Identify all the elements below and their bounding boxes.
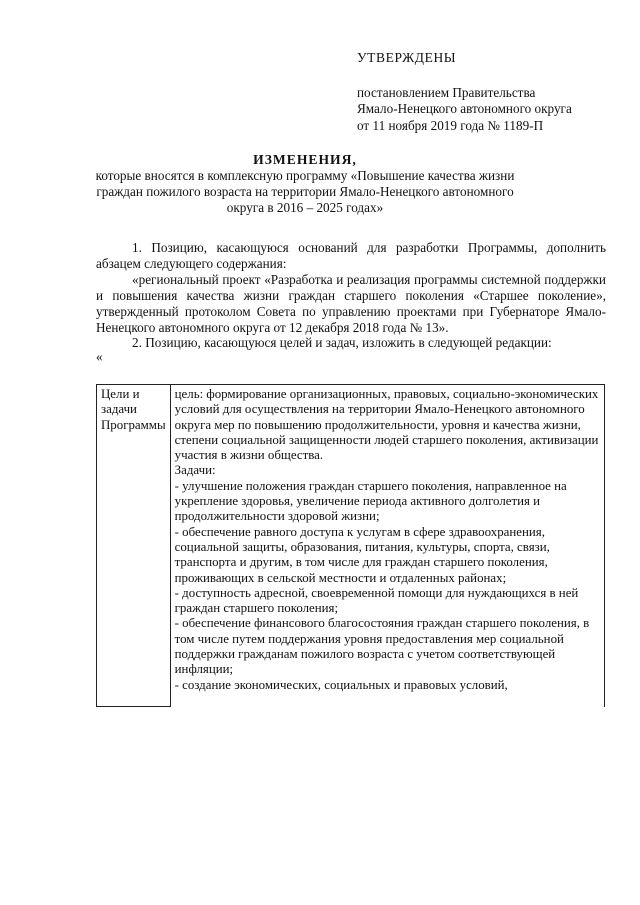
- goal-text: цель: формирование организационных, правовых, социально-экономических условий для осуществления на территории Ямало-Ненецкого автономного округа мер по повышению продолжительности, уровня и качества жизни, степени социальной защищенности людей старшего поколения, активизации участия в жизни общества.: [174, 387, 599, 463]
- heading-title: ИЗМЕНЕНИЯ,: [253, 152, 357, 167]
- paragraph-item-2: 2. Позицию, касающуюся целей и задач, изложить в следующей редакции:: [132, 335, 552, 351]
- heading-line: граждан пожилого возраста на территории Ямало-Ненецкого автономного: [96, 184, 514, 199]
- task-item: - обеспечение равного доступа к услугам в сфере здравоохранения, социальной защиты, образования, питания, культуры, спорта, связи, транспорта и другим, в том числе для граждан старшего поколения, проживающих в сельской местности и отдаленных районах;: [174, 524, 550, 585]
- table-row: [97, 385, 605, 707]
- approval-block: [357, 50, 607, 134]
- goals-table: [96, 384, 605, 707]
- tasks-label: Задачи:: [174, 463, 216, 478]
- task-item: - создание экономических, социальных и правовых условий,: [174, 677, 508, 692]
- heading-line: округа в 2016 – 2025 годах»: [226, 200, 384, 215]
- quote-open-mark: «: [96, 349, 103, 365]
- table-label-cell: Цели и задачи Программы: [97, 385, 171, 707]
- paragraph-item-1-quote: «региональный проект «Разработка и реализация программы системной поддержки и повышения качества жизни граждан старшего поколения «Старшее поколение», утвержденный протоколом Совета по управлению проектами при Губернаторе Ямало-Ненецкого автономного округа от 12 декабря 2018 года № 13».: [96, 271, 606, 335]
- approval-line: постановлением Правительства: [357, 84, 536, 100]
- task-item: - обеспечение финансового благосостояния граждан старшего поколения, в том числе путем поддержания уровня предоставления мер социальной поддержки гражданам пожилого возраста с учетом соответствующей инфляции;: [174, 616, 590, 677]
- document-heading: [95, 152, 515, 216]
- approval-title: УТВЕРЖДЕНЫ: [357, 50, 457, 65]
- approval-line: от 11 ноября 2019 года № 1189-П: [357, 117, 544, 133]
- document-body: [96, 240, 606, 363]
- task-item: - доступность адресной, своевременной помощи для нуждающихся в ней граждан старшего поколения;: [174, 585, 579, 616]
- approval-line: Ямало-Ненецкого автономного округа: [357, 101, 572, 116]
- heading-line: которые вносятся в комплексную программу «Повышение качества жизни: [95, 168, 515, 183]
- paragraph-item-1: 1. Позицию, касающуюся оснований для разработки Программы, дополнить абзацем следующего содержания:: [96, 240, 606, 271]
- task-item: - улучшение положения граждан старшего поколения, направленное на укрепление здоровья, увеличение периода активного долголетия и продолжительности здоровой жизни;: [174, 478, 567, 524]
- table-content-cell: [170, 385, 604, 707]
